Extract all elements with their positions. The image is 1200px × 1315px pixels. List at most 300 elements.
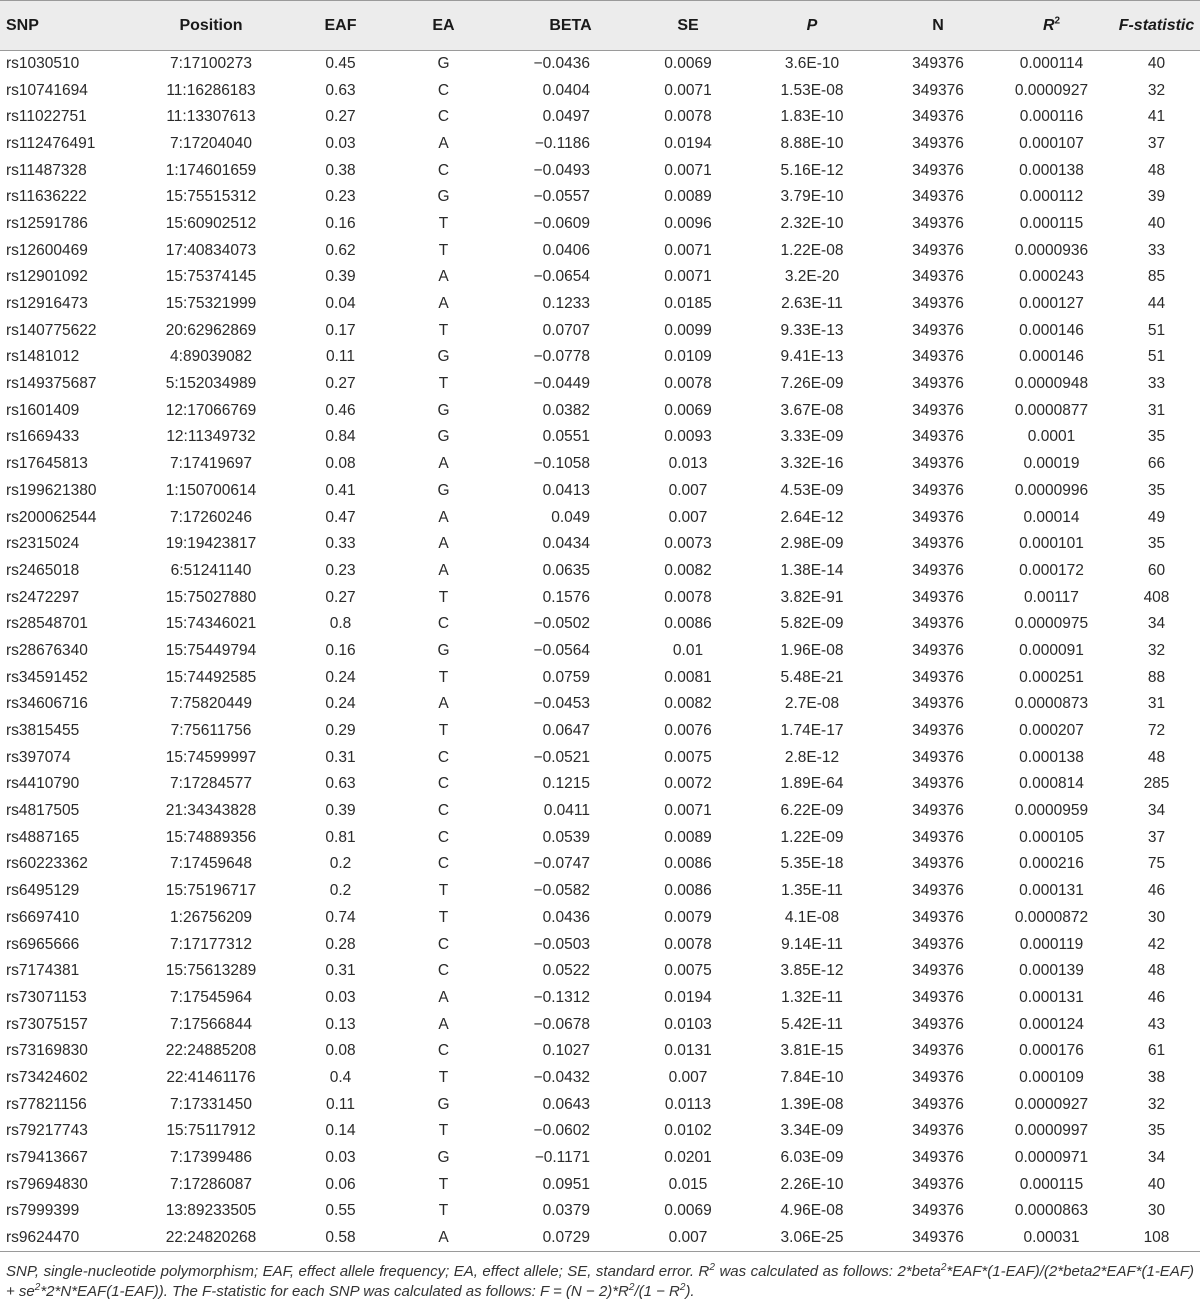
cell-position: 21:34343828 (165, 802, 257, 820)
cell-n: 349376 (912, 695, 964, 713)
cell-ea: G (437, 428, 450, 446)
cell-beta: 0.1576 (542, 588, 590, 606)
cell-position: 7:17459648 (170, 855, 252, 873)
cell-n: 349376 (912, 55, 964, 73)
cell-ea: A (438, 535, 449, 553)
cell-ea: C (437, 828, 450, 846)
cell-position: 15:60902512 (165, 214, 257, 232)
cell-ea: G (437, 348, 450, 366)
cell-snp: rs3815455 (6, 722, 80, 740)
cell-f-statistic: 34 (1147, 1149, 1166, 1167)
table-row (0, 1171, 1200, 1198)
header-r2-sup: 2 (1054, 15, 1061, 27)
table-row (0, 958, 1200, 985)
cell-se: 0.0103 (664, 1015, 712, 1033)
cell-ea: C (437, 108, 450, 126)
cell-f-statistic: 46 (1147, 988, 1166, 1006)
cell-eaf: 0.74 (325, 908, 356, 926)
cell-n: 349376 (912, 375, 964, 393)
table-row (0, 397, 1200, 424)
cell-f-statistic: 75 (1147, 855, 1166, 873)
cell-p: 3.32E-16 (780, 455, 844, 473)
header-row (0, 1, 1200, 51)
cell-f-statistic: 51 (1147, 321, 1166, 339)
cell-eaf: 0.27 (325, 588, 356, 606)
cell-r2: 0.0000971 (1014, 1149, 1089, 1167)
table-row (0, 611, 1200, 638)
cell-n: 349376 (912, 1228, 964, 1246)
cell-snp: rs7999399 (6, 1202, 80, 1220)
cell-eaf: 0.2 (329, 882, 352, 900)
table-row (0, 771, 1200, 798)
cell-p: 5.42E-11 (781, 1015, 843, 1033)
cell-position: 17:40834073 (165, 241, 257, 259)
cell-beta: −0.0778 (533, 348, 590, 366)
cell-eaf: 0.16 (325, 214, 356, 232)
cell-beta: 0.1215 (542, 775, 590, 793)
cell-beta: 0.0406 (542, 241, 590, 259)
cell-se: 0.0081 (664, 668, 712, 686)
footnote-sup: 2 (34, 1281, 41, 1293)
header-p-label: P (806, 16, 818, 34)
cell-p: 7.26E-09 (780, 375, 844, 393)
cell-f-statistic: 35 (1147, 1122, 1166, 1140)
cell-n: 349376 (912, 81, 964, 99)
cell-n: 349376 (912, 1015, 964, 1033)
cell-f-statistic: 88 (1147, 668, 1166, 686)
cell-ea: G (437, 401, 450, 419)
cell-ea: T (438, 668, 449, 686)
cell-ea: G (437, 188, 450, 206)
cell-eaf: 0.81 (325, 828, 356, 846)
cell-beta: −0.0493 (533, 161, 590, 179)
cell-f-statistic: 40 (1147, 55, 1166, 73)
cell-snp: rs112476491 (6, 134, 96, 152)
cell-f-statistic: 32 (1147, 641, 1166, 659)
cell-beta: −0.1186 (534, 134, 590, 152)
cell-snp: rs2315024 (6, 535, 80, 553)
cell-eaf: 0.23 (325, 188, 356, 206)
cell-se: 0.0076 (664, 722, 712, 740)
cell-position: 7:75611756 (170, 722, 252, 740)
cell-snp: rs12901092 (6, 268, 88, 286)
table-row (0, 1145, 1200, 1172)
cell-p: 3.79E-10 (780, 188, 844, 206)
footnote-part: ). (685, 1282, 695, 1300)
cell-eaf: 0.47 (325, 508, 356, 526)
cell-r2: 0.000138 (1019, 161, 1084, 179)
cell-f-statistic: 51 (1147, 348, 1166, 366)
cell-f-statistic: 38 (1147, 1068, 1166, 1086)
cell-n: 349376 (912, 134, 964, 152)
cell-p: 3.67E-08 (780, 401, 844, 419)
cell-n: 349376 (912, 775, 964, 793)
cell-position: 7:75820449 (170, 695, 252, 713)
cell-r2: 0.000146 (1019, 348, 1084, 366)
cell-n: 349376 (912, 321, 964, 339)
cell-se: 0.007 (668, 1228, 708, 1246)
cell-se: 0.0078 (664, 588, 712, 606)
cell-position: 13:89233505 (165, 1202, 257, 1220)
cell-r2: 0.000115 (1019, 1175, 1084, 1193)
cell-r2: 0.0000948 (1014, 375, 1089, 393)
cell-position: 15:75613289 (165, 962, 257, 980)
table-row (0, 905, 1200, 932)
table-row (0, 344, 1200, 371)
cell-f-statistic: 35 (1147, 481, 1166, 499)
cell-p: 1.89E-64 (780, 775, 844, 793)
cell-snp: rs6495129 (6, 882, 80, 900)
cell-eaf: 0.84 (325, 428, 356, 446)
cell-eaf: 0.08 (325, 1042, 356, 1060)
cell-eaf: 0.03 (325, 1149, 356, 1167)
cell-snp: rs60223362 (6, 855, 88, 873)
header-n: N (932, 16, 944, 34)
cell-eaf: 0.13 (325, 1015, 356, 1033)
header-position: Position (179, 16, 243, 34)
cell-n: 349376 (912, 535, 964, 553)
cell-ea: A (438, 695, 449, 713)
cell-beta: −0.0557 (533, 188, 590, 206)
cell-p: 1.39E-08 (780, 1095, 844, 1113)
cell-f-statistic: 37 (1147, 828, 1166, 846)
cell-ea: T (438, 588, 449, 606)
cell-n: 349376 (912, 1042, 964, 1060)
cell-ea: T (438, 1202, 449, 1220)
cell-r2: 0.000131 (1019, 882, 1084, 900)
cell-position: 15:75117912 (166, 1122, 256, 1140)
table-row (0, 1091, 1200, 1118)
footnote-sup: 2 (709, 1261, 715, 1273)
cell-p: 2.63E-11 (781, 295, 843, 313)
cell-snp: rs1669433 (6, 428, 80, 446)
cell-position: 15:74599997 (165, 748, 257, 766)
cell-ea: C (437, 775, 450, 793)
cell-snp: rs4410790 (6, 775, 80, 793)
table-row (0, 237, 1200, 264)
cell-snp: rs9624470 (6, 1228, 80, 1246)
cell-r2: 0.0000959 (1014, 802, 1089, 820)
cell-snp: rs140775622 (6, 321, 97, 339)
cell-r2: 0.000216 (1019, 855, 1084, 873)
cell-r2: 0.000107 (1019, 134, 1084, 152)
cell-f-statistic: 408 (1143, 588, 1170, 606)
footnote-sup: 2 (940, 1261, 947, 1273)
cell-se: 0.0078 (664, 375, 712, 393)
cell-ea: T (438, 882, 449, 900)
cell-p: 3.85E-12 (780, 962, 844, 980)
cell-snp: rs34606716 (6, 695, 88, 713)
cell-p: 1.53E-08 (780, 81, 844, 99)
cell-n: 349376 (912, 908, 964, 926)
cell-snp: rs17645813 (6, 455, 88, 473)
cell-p: 3.6E-10 (784, 55, 840, 73)
cell-ea: C (437, 748, 450, 766)
table-row (0, 1118, 1200, 1145)
cell-eaf: 0.33 (325, 535, 356, 553)
cell-beta: −0.1312 (533, 988, 590, 1006)
cell-se: 0.0071 (664, 241, 712, 259)
cell-se: 0.0069 (664, 55, 712, 73)
cell-n: 349376 (912, 588, 964, 606)
cell-p: 7.84E-10 (780, 1068, 844, 1086)
cell-n: 349376 (912, 615, 964, 633)
cell-se: 0.0185 (664, 295, 712, 313)
cell-eaf: 0.24 (325, 695, 356, 713)
table-row (0, 531, 1200, 558)
cell-position: 22:41461176 (166, 1068, 256, 1086)
cell-eaf: 0.04 (325, 295, 356, 313)
cell-n: 349376 (912, 108, 964, 126)
cell-eaf: 0.41 (325, 481, 356, 499)
cell-eaf: 0.27 (325, 375, 356, 393)
cell-f-statistic: 35 (1147, 428, 1166, 446)
table-header (0, 1, 1200, 51)
cell-ea: A (438, 508, 449, 526)
cell-n: 349376 (912, 828, 964, 846)
cell-r2: 0.000119 (1019, 935, 1084, 953)
cell-beta: 0.0413 (542, 481, 590, 499)
cell-f-statistic: 40 (1147, 214, 1166, 232)
cell-n: 349376 (912, 295, 964, 313)
cell-r2: 0.000105 (1019, 828, 1084, 846)
cell-n: 349376 (912, 161, 964, 179)
table-footnote (0, 1252, 1200, 1302)
cell-eaf: 0.2 (329, 855, 352, 873)
cell-r2: 0.000114 (1019, 55, 1084, 73)
cell-snp: rs73169830 (6, 1042, 88, 1060)
cell-r2: 0.000207 (1019, 722, 1084, 740)
cell-position: 1:174601659 (165, 161, 257, 179)
cell-beta: 0.0635 (542, 561, 590, 579)
cell-p: 2.98E-09 (780, 535, 844, 553)
cell-position: 11:13307613 (166, 108, 256, 126)
cell-position: 7:17545964 (170, 988, 252, 1006)
cell-f-statistic: 34 (1147, 802, 1166, 820)
cell-snp: rs79217743 (6, 1122, 88, 1140)
cell-n: 349376 (912, 748, 964, 766)
cell-snp: rs34591452 (6, 668, 88, 686)
cell-n: 349376 (912, 988, 964, 1006)
cell-ea: G (437, 1149, 450, 1167)
cell-position: 15:74492585 (165, 668, 257, 686)
cell-f-statistic: 61 (1147, 1042, 1166, 1060)
cell-snp: rs200062544 (6, 508, 97, 526)
cell-se: 0.0201 (664, 1149, 712, 1167)
cell-position: 19:19423817 (165, 535, 257, 553)
cell-p: 6.03E-09 (780, 1149, 844, 1167)
cell-p: 3.33E-09 (780, 428, 844, 446)
table-row (0, 157, 1200, 184)
table-row (0, 1065, 1200, 1092)
header-r2 (990, 1, 1113, 51)
cell-r2: 0.000101 (1019, 535, 1084, 553)
cell-snp: rs397074 (6, 748, 71, 766)
cell-p: 1.96E-08 (780, 641, 844, 659)
cell-eaf: 0.11 (325, 1095, 356, 1113)
cell-se: 0.0075 (664, 962, 712, 980)
cell-n: 349376 (912, 1122, 964, 1140)
cell-beta: −0.0654 (533, 268, 590, 286)
cell-position: 7:17286087 (170, 1175, 252, 1193)
cell-eaf: 0.39 (325, 268, 356, 286)
cell-r2: 0.0000997 (1014, 1122, 1089, 1140)
cell-ea: G (437, 1095, 450, 1113)
cell-r2: 0.000109 (1019, 1068, 1084, 1086)
cell-beta: −0.0502 (533, 615, 590, 633)
cell-f-statistic: 41 (1147, 108, 1166, 126)
cell-position: 15:74346021 (165, 615, 257, 633)
cell-snp: rs1601409 (6, 401, 80, 419)
cell-eaf: 0.29 (325, 722, 356, 740)
cell-position: 7:17419697 (170, 455, 252, 473)
cell-position: 4:89039082 (170, 348, 252, 366)
cell-p: 1.83E-10 (780, 108, 844, 126)
cell-se: 0.0078 (664, 108, 712, 126)
cell-f-statistic: 49 (1147, 508, 1166, 526)
table-row (0, 691, 1200, 718)
table-row (0, 798, 1200, 825)
cell-beta: −0.0582 (533, 882, 590, 900)
cell-snp: rs12916473 (6, 295, 88, 313)
cell-p: 4.53E-09 (780, 481, 844, 499)
footnote-part: /(1 − R (634, 1282, 680, 1300)
cell-ea: T (438, 375, 449, 393)
cell-ea: T (438, 241, 449, 259)
cell-f-statistic: 31 (1147, 695, 1166, 713)
cell-position: 1:150700614 (165, 481, 257, 499)
cell-beta: 0.0382 (542, 401, 590, 419)
cell-f-statistic: 48 (1147, 748, 1166, 766)
cell-f-statistic: 66 (1147, 455, 1166, 473)
cell-r2: 0.000116 (1019, 108, 1084, 126)
cell-ea: C (437, 81, 450, 99)
cell-r2: 0.0000996 (1014, 481, 1089, 499)
cell-beta: 0.0647 (542, 722, 590, 740)
cell-p: 2.64E-12 (780, 508, 844, 526)
cell-f-statistic: 35 (1147, 535, 1166, 553)
table-row (0, 931, 1200, 958)
cell-r2: 0.0000872 (1014, 908, 1089, 926)
cell-n: 349376 (912, 802, 964, 820)
cell-snp: rs73424602 (6, 1068, 88, 1086)
cell-f-statistic: 32 (1147, 81, 1166, 99)
cell-r2: 0.000124 (1019, 1015, 1084, 1033)
cell-ea: G (437, 481, 450, 499)
cell-snp: rs10741694 (6, 81, 88, 99)
cell-beta: −0.0609 (533, 214, 590, 232)
table-row (0, 131, 1200, 158)
table-row (0, 824, 1200, 851)
cell-se: 0.0071 (664, 802, 712, 820)
cell-p: 1.22E-09 (780, 828, 844, 846)
cell-ea: A (438, 1228, 449, 1246)
cell-beta: 0.0759 (542, 668, 590, 686)
cell-se: 0.0082 (664, 561, 712, 579)
cell-beta: 0.0379 (542, 1202, 590, 1220)
cell-r2: 0.000243 (1019, 268, 1084, 286)
cell-f-statistic: 39 (1147, 188, 1166, 206)
cell-f-statistic: 46 (1147, 882, 1166, 900)
cell-p: 9.14E-11 (781, 935, 843, 953)
cell-snp: rs4817505 (6, 802, 80, 820)
cell-se: 0.015 (668, 1175, 708, 1193)
cell-eaf: 0.45 (325, 55, 356, 73)
cell-p: 4.1E-08 (784, 908, 840, 926)
cell-position: 5:152034989 (165, 375, 257, 393)
cell-r2: 0.0000927 (1014, 1095, 1089, 1113)
cell-snp: rs12600469 (6, 241, 88, 259)
cell-beta: 0.0707 (542, 321, 590, 339)
cell-p: 4.96E-08 (780, 1202, 844, 1220)
cell-f-statistic: 42 (1147, 935, 1166, 953)
cell-eaf: 0.08 (325, 455, 356, 473)
cell-f-statistic: 285 (1143, 775, 1170, 793)
cell-se: 0.0194 (664, 134, 712, 152)
cell-snp: rs6697410 (6, 908, 80, 926)
table-row (0, 584, 1200, 611)
cell-p: 2.32E-10 (780, 214, 844, 232)
table-row (0, 371, 1200, 398)
table-row (0, 504, 1200, 531)
cell-n: 349376 (912, 508, 964, 526)
cell-ea: T (438, 722, 449, 740)
cell-se: 0.007 (668, 1068, 708, 1086)
cell-ea: A (438, 134, 449, 152)
cell-r2: 0.000091 (1019, 641, 1084, 659)
cell-eaf: 0.17 (325, 321, 356, 339)
cell-eaf: 0.23 (325, 561, 356, 579)
cell-r2: 0.000131 (1019, 988, 1084, 1006)
cell-beta: 0.0411 (543, 802, 590, 820)
cell-ea: C (437, 161, 450, 179)
table-row (0, 317, 1200, 344)
cell-beta: −0.0436 (533, 55, 590, 73)
cell-position: 7:17100273 (170, 55, 252, 73)
cell-se: 0.0093 (664, 428, 712, 446)
cell-n: 349376 (912, 401, 964, 419)
cell-se: 0.0109 (664, 348, 712, 366)
table-row (0, 558, 1200, 585)
cell-snp: rs1030510 (6, 55, 80, 73)
cell-snp: rs6965666 (6, 935, 80, 953)
cell-n: 349376 (912, 455, 964, 473)
cell-r2: 0.000139 (1019, 962, 1084, 980)
cell-snp: rs73071153 (6, 988, 87, 1006)
footnote-part: *EAF*(1-EAF)/(2*beta2*EAF*(1-EAF) + se (6, 1262, 1194, 1300)
cell-beta: 0.0436 (542, 908, 590, 926)
cell-beta: −0.0449 (533, 375, 590, 393)
cell-f-statistic: 48 (1147, 161, 1166, 179)
cell-se: 0.0073 (664, 535, 712, 553)
table-row (0, 478, 1200, 505)
cell-f-statistic: 33 (1147, 241, 1166, 259)
cell-se: 0.0102 (664, 1122, 712, 1140)
cell-position: 7:17566844 (170, 1015, 252, 1033)
header-se: SE (677, 16, 699, 34)
table-row (0, 744, 1200, 771)
cell-ea: T (438, 1175, 449, 1193)
table-row (0, 664, 1200, 691)
table-row (0, 638, 1200, 665)
cell-se: 0.0078 (664, 935, 712, 953)
cell-ea: T (438, 321, 449, 339)
footnote-part: was calculated as follows: 2*beta (714, 1262, 941, 1280)
cell-f-statistic: 60 (1147, 561, 1166, 579)
cell-r2: 0.0000927 (1014, 81, 1089, 99)
cell-p: 5.82E-09 (780, 615, 844, 633)
cell-position: 22:24820268 (165, 1228, 257, 1246)
